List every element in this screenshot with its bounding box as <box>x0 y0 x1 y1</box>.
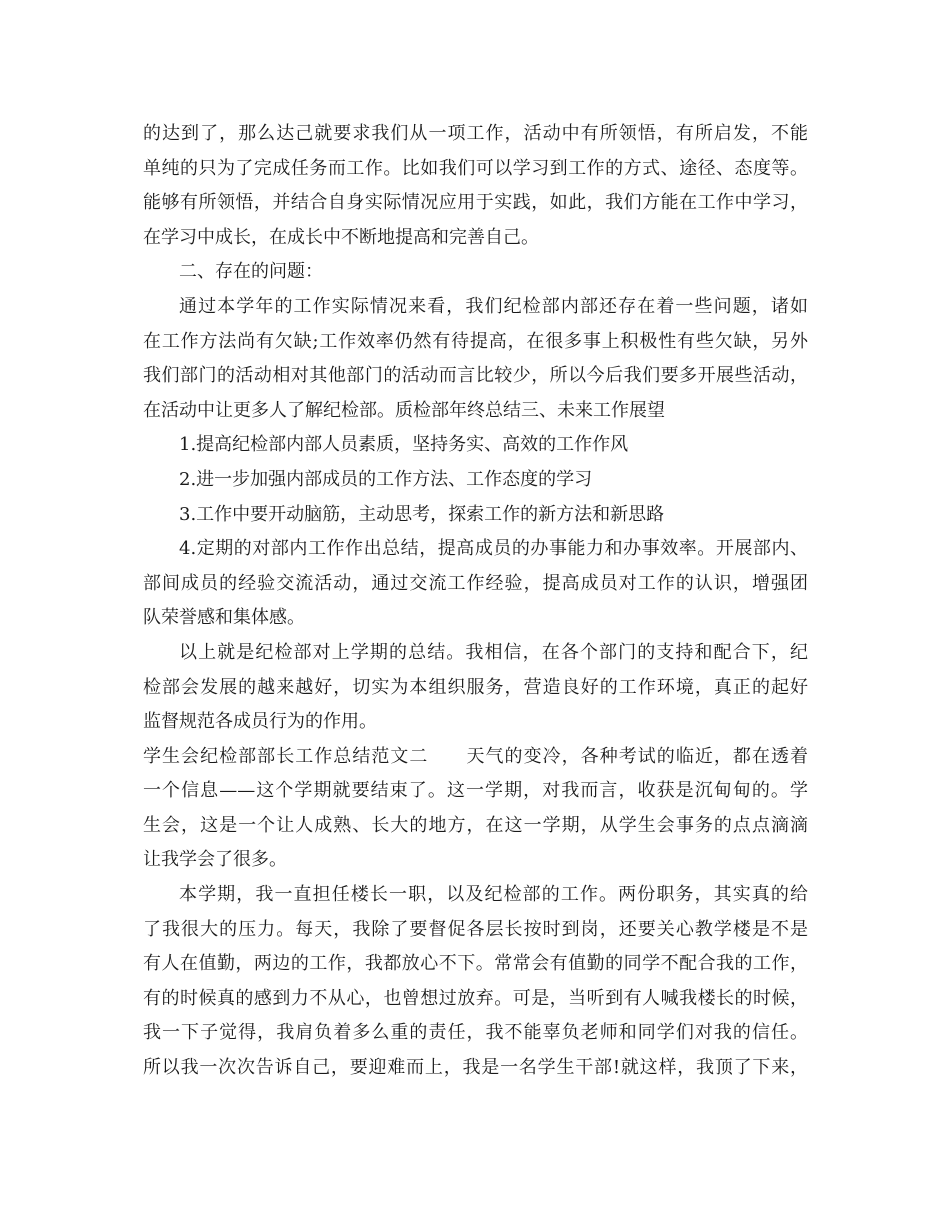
text-line: 队荣誉感和集体感。 <box>143 607 305 629</box>
text-line: 4.定期的对部内工作作出总结，提高成员的办事能力和办事效率。开展部内、 <box>179 538 808 560</box>
text-line: 部间成员的经验交流活动，通过交流工作经验，提高成员对工作的认识，增强团 <box>143 572 808 594</box>
text-line: 所以我一次次告诉自己，要迎难而上，我是一名学生干部!就这样，我顶了下来， <box>143 1057 808 1079</box>
text-line: 有的时候真的感到力不从心，也曾想过放弃。可是，当听到有人喊我楼长的时候， <box>143 987 808 1009</box>
text-line: 本学期，我一直担任楼长一职，以及纪检部的工作。两份职务，其实真的给 <box>179 884 808 906</box>
text-line: 了我很大的压力。每天，我除了要督促各层长按时到岗，还要关心教学楼是不是 <box>143 918 808 940</box>
text-line: 以上就是纪检部对上学期的总结。我相信，在各个部门的支持和配合下，纪 <box>179 641 808 663</box>
text-line: 单纯的只为了完成任务而工作。比如我们可以学习到工作的方式、途径、态度等。 <box>143 157 808 179</box>
text-line: 在学习中成长，在成长中不断地提高和完善自己。 <box>143 226 539 248</box>
text-line: 2.进一步加强内部成员的工作方法、工作态度的学习 <box>179 468 593 490</box>
text-line: 有人在值勤，两边的工作，我都放心不下。常常会有值勤的同学不配合我的工作， <box>143 953 808 975</box>
text-line: 我一下子觉得，我肩负着多么重的责任，我不能辜负老师和同学们对我的信任。 <box>143 1022 808 1044</box>
text-line: 生会，这是一个让人成熟、长大的地方，在这一学期，从学生会事务的点点滴滴 <box>143 814 808 836</box>
text-line: 能够有所领悟，并结合自身实际情况应用于实践，如此，我们方能在工作中学习， <box>143 192 808 214</box>
text-line: 学生会纪检部部长工作总结范文二 天气的变冷，各种考试的临近，都在透着 <box>143 745 808 767</box>
text-line: 二、存在的问题： <box>179 261 323 283</box>
text-line: 1.提高纪检部内部人员素质，坚持务实、高效的工作作风 <box>179 434 629 456</box>
text-line: 3.工作中要开动脑筋，主动思考，探索工作的新方法和新思路 <box>179 503 665 525</box>
text-line: 我们部门的活动相对其他部门的活动而言比较少，所以今后我们要多开展些活动， <box>143 365 808 387</box>
text-line: 通过本学年的工作实际情况来看，我们纪检部内部还存在着一些问题，诸如 <box>179 295 808 317</box>
text-line: 检部会发展的越来越好，切实为本组织服务，营造良好的工作环境，真正的起好 <box>143 676 808 698</box>
text-line: 监督规范各成员行为的作用。 <box>143 711 377 733</box>
text-line: 的达到了，那么达己就要求我们从一项工作，活动中有所领悟，有所启发，不能 <box>143 123 808 144</box>
text-line: 在工作方法尚有欠缺;工作效率仍然有待提高，在很多事上积极性有些欠缺，另外 <box>143 330 808 352</box>
text-line: 一个信息——这个学期就要结束了。这一学期，对我而言，收获是沉甸甸的。学 <box>143 780 808 802</box>
text-line: 在活动中让更多人了解纪检部。质检部年终总结三、未来工作展望 <box>143 399 665 421</box>
text-line: 让我学会了很多。 <box>143 849 287 871</box>
document-body <box>143 117 808 1086</box>
